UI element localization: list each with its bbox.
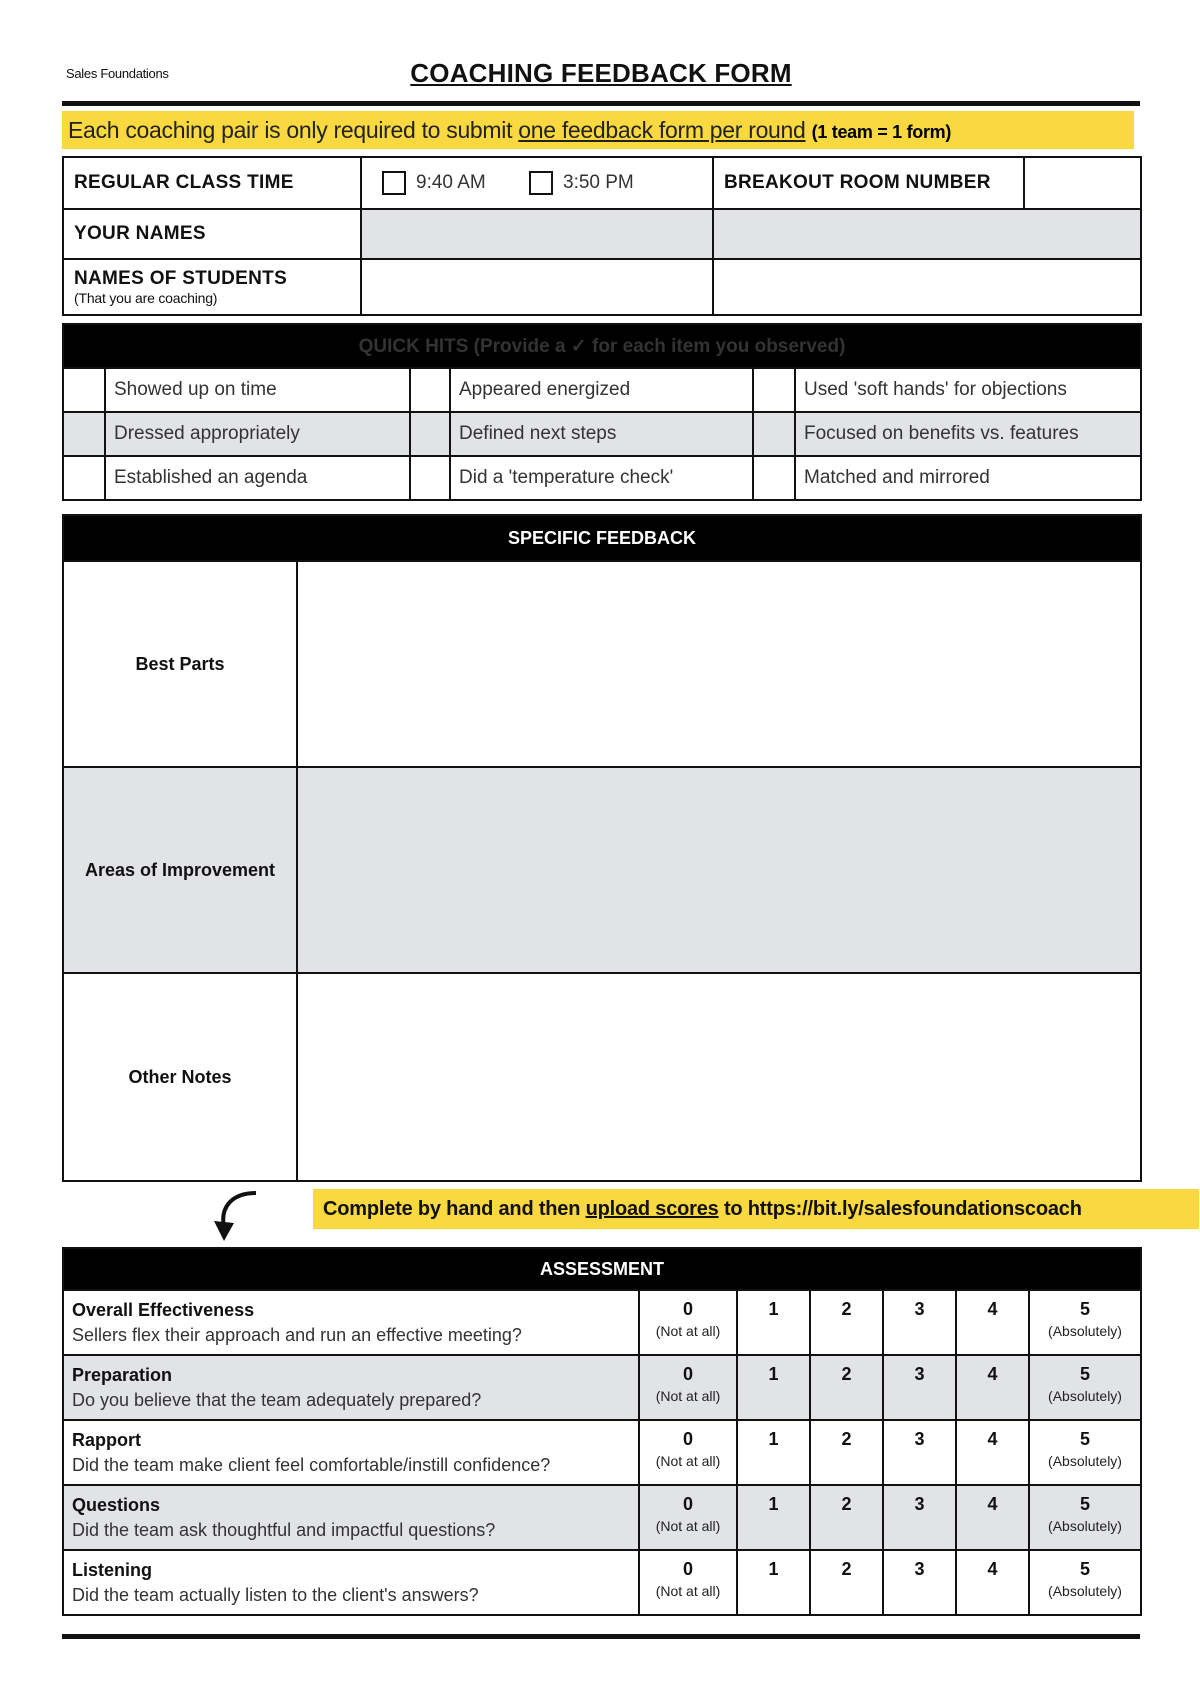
quick-hits-header: QUICK HITS (Provide a ✓ for each item you observed) — [63, 324, 1141, 368]
quick-hit-label: Defined next steps — [450, 412, 753, 456]
top-divider — [62, 101, 1140, 106]
question-title: Rapport — [72, 1429, 141, 1450]
score-option[interactable] — [883, 1485, 956, 1550]
quick-hit-label: Matched and mirrored — [795, 456, 1141, 500]
upload-suffix: to https://bit.ly/salesfoundationscoach — [718, 1198, 1082, 1220]
quick-hit-checkbox[interactable] — [410, 368, 450, 412]
score-option[interactable] — [639, 1485, 737, 1550]
assessment-question — [63, 1420, 639, 1485]
checkbox-940[interactable] — [382, 171, 406, 195]
score-option[interactable] — [956, 1550, 1029, 1615]
upload-scores-link[interactable]: upload scores — [585, 1198, 719, 1220]
quick-hit-checkbox[interactable] — [753, 412, 795, 456]
score-value: 3 — [914, 1559, 925, 1579]
option-940-label: 9:40 AM — [416, 172, 486, 193]
score-value: 5 — [1080, 1364, 1091, 1384]
score-option[interactable] — [1029, 1290, 1141, 1355]
score-option[interactable] — [810, 1355, 883, 1420]
quick-hit-label: Showed up on time — [105, 368, 410, 412]
assessment-row — [63, 1290, 1141, 1355]
score-value: 0 — [682, 1559, 693, 1579]
score-option[interactable] — [1029, 1355, 1141, 1420]
score-value: 2 — [841, 1364, 852, 1384]
quick-hit-label: Dressed appropriately — [105, 412, 410, 456]
score-option[interactable] — [737, 1485, 810, 1550]
assessment-row — [63, 1485, 1141, 1550]
banner-prefix: Each coaching pair is only required to submit — [68, 117, 519, 143]
students-label-text: NAMES OF STUDENTS — [74, 268, 288, 289]
score-value: 5 — [1080, 1299, 1091, 1319]
score-high-note: (Absolutely) — [1048, 1453, 1122, 1469]
score-value: 2 — [841, 1559, 852, 1579]
upload-prefix: Complete by hand and then — [323, 1198, 586, 1220]
quick-hit-checkbox[interactable] — [410, 456, 450, 500]
score-option[interactable] — [1029, 1420, 1141, 1485]
score-option[interactable] — [639, 1550, 737, 1615]
question-text: Sellers flex their approach and run an effective meeting? — [72, 1324, 522, 1345]
score-value: 0 — [682, 1429, 693, 1449]
option-350-label: 3:50 PM — [563, 172, 634, 193]
students-label — [63, 259, 361, 315]
question-title: Preparation — [72, 1364, 173, 1385]
score-value: 3 — [914, 1364, 925, 1384]
score-option[interactable] — [737, 1420, 810, 1485]
page-header — [62, 0, 1140, 110]
score-high-note: (Absolutely) — [1048, 1518, 1122, 1534]
score-option[interactable] — [883, 1420, 956, 1485]
brand-label: Sales Foundations — [66, 66, 169, 81]
question-text: Do you believe that the team adequately prepared? — [72, 1389, 482, 1410]
your-names-field-1[interactable] — [361, 209, 713, 259]
score-value: 4 — [987, 1559, 998, 1579]
quick-hits-table — [62, 323, 1142, 501]
banner-bold: (1 team = 1 form) — [811, 122, 952, 142]
assessment-question — [63, 1550, 639, 1615]
assessment-question — [63, 1290, 639, 1355]
quick-hit-checkbox[interactable] — [753, 456, 795, 500]
score-option[interactable] — [639, 1355, 737, 1420]
score-value: 3 — [914, 1299, 925, 1319]
quick-hit-checkbox[interactable] — [410, 412, 450, 456]
score-value: 1 — [768, 1299, 779, 1319]
score-low-note: (Not at all) — [655, 1453, 721, 1469]
assessment-rows — [63, 1290, 1141, 1615]
score-option[interactable] — [810, 1420, 883, 1485]
score-option[interactable] — [639, 1420, 737, 1485]
question-text: Did the team make client feel comfortable/instill confidence? — [72, 1454, 551, 1475]
other-notes-label: Other Notes — [63, 973, 297, 1181]
score-value: 1 — [768, 1559, 779, 1579]
score-option[interactable] — [956, 1485, 1029, 1550]
quick-hit-label: Used 'soft hands' for objections — [795, 368, 1141, 412]
class-time-options — [361, 157, 713, 209]
score-option[interactable] — [1029, 1485, 1141, 1550]
students-field-1[interactable] — [361, 259, 713, 315]
score-value: 5 — [1080, 1429, 1091, 1449]
score-value: 5 — [1080, 1559, 1091, 1579]
question-title: Questions — [72, 1494, 161, 1515]
score-option[interactable] — [1029, 1550, 1141, 1615]
score-option[interactable] — [956, 1420, 1029, 1485]
score-high-note: (Absolutely) — [1048, 1323, 1122, 1339]
score-value: 1 — [768, 1429, 779, 1449]
score-option[interactable] — [737, 1290, 810, 1355]
question-title: Listening — [72, 1559, 152, 1580]
score-value: 0 — [682, 1494, 693, 1514]
quick-hit-label: Did a 'temperature check' — [450, 456, 753, 500]
score-option[interactable] — [956, 1290, 1029, 1355]
info-table — [62, 156, 1142, 316]
assessment-table — [62, 1247, 1142, 1616]
score-value: 1 — [768, 1364, 779, 1384]
question-text: Did the team ask thoughtful and impactful questions? — [72, 1519, 496, 1540]
score-option[interactable] — [883, 1290, 956, 1355]
bottom-divider — [62, 1634, 1140, 1639]
score-value: 1 — [768, 1494, 779, 1514]
students-field-2[interactable] — [713, 259, 1141, 315]
your-names-label: YOUR NAMES — [63, 209, 361, 259]
specific-feedback-table — [62, 514, 1142, 1182]
improvement-label: Areas of Improvement — [63, 767, 297, 973]
assessment-header: ASSESSMENT — [63, 1248, 1141, 1290]
score-option[interactable] — [810, 1290, 883, 1355]
score-option[interactable] — [810, 1550, 883, 1615]
score-option[interactable] — [883, 1355, 956, 1420]
best-parts-label: Best Parts — [63, 561, 297, 767]
score-value: 4 — [987, 1494, 998, 1514]
score-option[interactable] — [810, 1485, 883, 1550]
specific-feedback-header: SPECIFIC FEEDBACK — [63, 515, 1141, 561]
assessment-row — [63, 1420, 1141, 1485]
score-option[interactable] — [639, 1290, 737, 1355]
quick-hit-label: Focused on benefits vs. features — [795, 412, 1141, 456]
quick-hit-checkbox[interactable] — [63, 412, 105, 456]
score-low-note: (Not at all) — [655, 1583, 721, 1599]
instruction-banner — [62, 111, 1134, 149]
score-value: 4 — [987, 1364, 998, 1384]
curved-arrow-icon — [210, 1187, 260, 1243]
score-value: 0 — [682, 1364, 693, 1384]
score-value: 3 — [914, 1429, 925, 1449]
score-option[interactable] — [737, 1355, 810, 1420]
score-low-note: (Not at all) — [655, 1323, 721, 1339]
score-value: 0 — [682, 1299, 693, 1319]
score-value: 2 — [841, 1429, 852, 1449]
score-value: 3 — [914, 1494, 925, 1514]
score-high-note: (Absolutely) — [1048, 1583, 1122, 1599]
assessment-question — [63, 1485, 639, 1550]
question-text: Did the team actually listen to the client's answers? — [72, 1584, 479, 1605]
score-value: 5 — [1080, 1494, 1091, 1514]
breakout-room-field[interactable] — [1024, 157, 1141, 209]
quick-hit-checkbox[interactable] — [63, 456, 105, 500]
checkbox-350[interactable] — [529, 171, 553, 195]
breakout-room-label: BREAKOUT ROOM NUMBER — [713, 157, 1024, 209]
improvement-field[interactable] — [297, 767, 1141, 973]
score-low-note: (Not at all) — [655, 1388, 721, 1404]
score-option[interactable] — [956, 1355, 1029, 1420]
score-low-note: (Not at all) — [655, 1518, 721, 1534]
upload-instruction — [313, 1189, 1199, 1229]
other-notes-field[interactable] — [297, 973, 1141, 1181]
question-title: Overall Effectiveness — [72, 1299, 255, 1320]
quick-hit-label: Established an agenda — [105, 456, 410, 500]
best-parts-field[interactable] — [297, 561, 1141, 767]
score-value: 2 — [841, 1299, 852, 1319]
quick-hit-checkbox[interactable] — [753, 368, 795, 412]
assessment-question — [63, 1355, 639, 1420]
score-value: 4 — [987, 1299, 998, 1319]
class-time-label: REGULAR CLASS TIME — [63, 157, 361, 209]
score-option[interactable] — [737, 1550, 810, 1615]
your-names-field-2[interactable] — [713, 209, 1141, 259]
quick-hit-checkbox[interactable] — [63, 368, 105, 412]
banner-underlined: one feedback form per round — [518, 117, 806, 143]
score-high-note: (Absolutely) — [1048, 1388, 1122, 1404]
score-value: 4 — [987, 1429, 998, 1449]
assessment-row — [63, 1355, 1141, 1420]
quick-hit-label: Appeared energized — [450, 368, 753, 412]
students-sub-label: (That you are coaching) — [74, 290, 218, 306]
score-option[interactable] — [883, 1550, 956, 1615]
page-title: COACHING FEEDBACK FORM — [410, 58, 792, 88]
score-value: 2 — [841, 1494, 852, 1514]
assessment-row — [63, 1550, 1141, 1615]
